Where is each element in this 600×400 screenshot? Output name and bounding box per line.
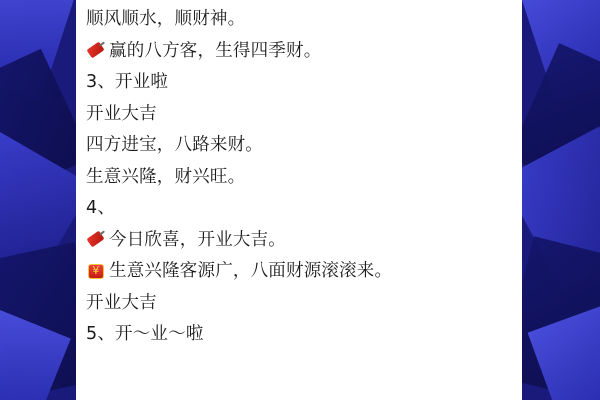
text-line-label: 今日欣喜，开业大吉。 bbox=[109, 229, 286, 250]
money-bag-icon bbox=[86, 261, 107, 282]
text-line-label: 生意兴隆，财兴旺。 bbox=[86, 166, 246, 187]
text-line-label: 顺风顺水，顺财神。 bbox=[86, 9, 246, 29]
text-line-label: 四方进宝，八路来财。 bbox=[86, 135, 263, 155]
text-line bbox=[86, 225, 512, 257]
text-line bbox=[86, 256, 512, 288]
text-line bbox=[86, 67, 512, 99]
text-line bbox=[86, 319, 512, 351]
text-line-label: 赢的八方客，生得四季财。 bbox=[109, 40, 322, 61]
text-line-label: 3、开业啦 bbox=[86, 72, 169, 92]
text-line bbox=[86, 4, 512, 36]
text-line bbox=[86, 193, 512, 225]
text-sheet bbox=[76, 0, 522, 400]
text-line bbox=[86, 162, 512, 194]
text-line-label: 开业大吉 bbox=[86, 103, 157, 124]
right-decoration-panel bbox=[522, 0, 600, 400]
firecracker-icon bbox=[86, 41, 107, 62]
firecracker-icon bbox=[86, 230, 107, 251]
text-line-label: 4、 bbox=[86, 198, 116, 218]
text-line bbox=[86, 36, 512, 68]
text-line-label: 5、开～业～啦 bbox=[86, 324, 204, 344]
text-line bbox=[86, 99, 512, 131]
text-line bbox=[86, 130, 512, 162]
text-line-label: 生意兴隆客源广，八面财源滚滚来。 bbox=[109, 261, 393, 281]
left-decoration-panel bbox=[0, 0, 76, 400]
text-content bbox=[76, 0, 522, 400]
text-line bbox=[86, 288, 512, 320]
text-line-label: 开业大吉 bbox=[86, 292, 157, 313]
